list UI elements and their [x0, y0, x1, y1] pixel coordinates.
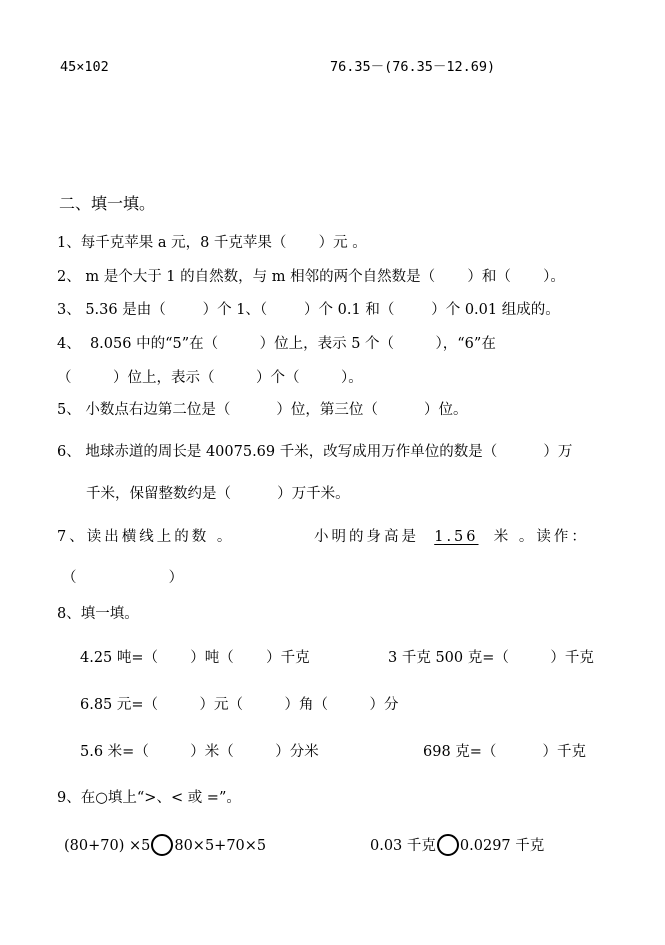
question-9-compare-a [64, 834, 266, 856]
question-4-line-2: （ ）位上，表示（ ）个（ ）。 [57, 370, 363, 386]
question-3: 3、 5.36 是由（ ）个 1、（ ）个 0.1 和（ ）个 0.01 组成的。 [57, 302, 560, 318]
question-4-line-1: 4、 8.056 中的“5”在（ ）位上，表示 5 个（ ），“6”在 [57, 336, 496, 352]
question-7-text-before: 小明的身高是 [314, 529, 419, 545]
question-9-left-b: 0.03 千克 [370, 838, 436, 854]
question-8-row-2: 6.85 元=（ ）元（ ）角（ ）分 [80, 697, 399, 713]
compare-circle-icon[interactable] [437, 834, 459, 856]
question-7-text-after: 米 。读作： [493, 529, 589, 545]
question-1: 1、每千克苹果 a 元，8 千克苹果（ ）元 。 [57, 235, 367, 251]
section-title: 二、填一填。 [59, 194, 156, 213]
question-7-label: 7、读出横线上的数 。 [57, 529, 235, 545]
question-6-line-2: 千米，保留整数约是（ ）万千米。 [86, 486, 350, 502]
question-7-sentence [314, 530, 589, 545]
question-9-compare-b [370, 834, 544, 856]
question-2: 2、 m 是个大于 1 的自然数，与 m 相邻的两个自然数是（ ）和（ ）。 [57, 269, 565, 285]
question-8-row-3-b: 698 克=（ ）千克 [423, 744, 587, 760]
question-7-answer-blank: （ ） [62, 570, 184, 586]
question-8-row-3-a: 5.6 米=（ ）米（ ）分米 [80, 744, 319, 760]
question-8-row-1-b: 3 千克 500 克=（ ）千克 [388, 650, 594, 666]
question-7-number: 1.56 [434, 529, 479, 545]
question-8-row-1-a: 4.25 吨=（ ）吨（ ）千克 [80, 650, 310, 666]
question-6-line-1: 6、 地球赤道的周长是 40075.69 千米，改写成用万作单位的数是（ ）万 [57, 444, 573, 460]
question-9-left-a: (80+70) ×5 [64, 838, 151, 854]
question-9-right-a: 80×5+70×5 [174, 838, 267, 854]
calc-expression-b: 76.35－(76.35－12.69) [330, 59, 496, 75]
compare-circle-icon[interactable] [151, 834, 173, 856]
question-9-title: 9、在○填上“>、< 或 =”。 [57, 790, 241, 806]
calc-expression-a: 45×102 [60, 59, 109, 75]
question-8-title: 8、填一填。 [57, 606, 139, 622]
question-9-right-b: 0.0297 千克 [459, 838, 545, 854]
question-5: 5、 小数点右边第二位是（ ）位，第三位（ ）位。 [57, 402, 468, 418]
